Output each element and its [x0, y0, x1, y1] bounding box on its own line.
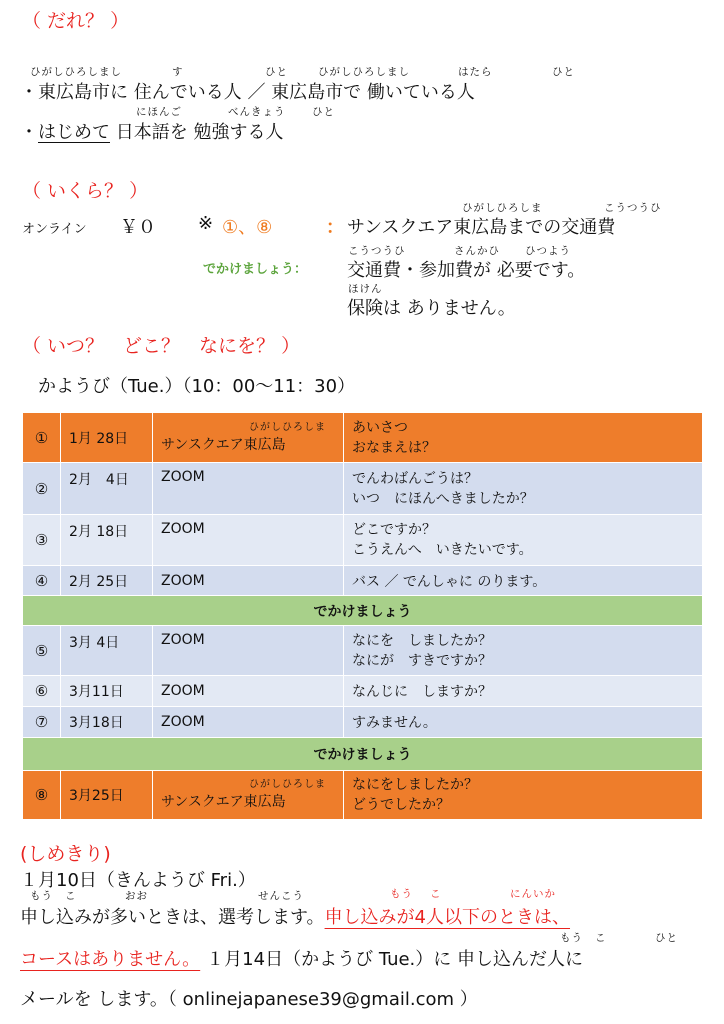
furigana: こうつうひ — [604, 202, 662, 214]
session-place: ZOOM — [153, 463, 344, 515]
session-topic — [344, 413, 703, 463]
outing-label: でかけましょう — [23, 596, 703, 626]
outing-label: でかけましょう： — [203, 262, 308, 277]
session-place: ZOOM — [153, 566, 344, 596]
notify-date: １月14日（かようび Tue.）に 申し込んだ人に — [206, 949, 583, 970]
note-text: サンスクエア東広島までの交通費 — [347, 217, 616, 238]
furigana: こうつうひ — [348, 245, 406, 257]
outing-row — [23, 738, 703, 771]
note-colon: ： — [326, 217, 344, 238]
session-date: 2月 25日 — [61, 566, 153, 596]
when-heading: （ いつ？ どこ？ なにを？ ） — [22, 335, 301, 357]
furigana: ひと — [312, 106, 335, 118]
topic-line: おなまえは？ — [352, 439, 436, 456]
note-sessions: ①、⑧ — [222, 217, 273, 238]
topic-line: いつ にほんへきましたか？ — [352, 490, 534, 507]
furigana: べんきょう — [228, 106, 286, 118]
outing-text: 交通費・参加費が 必要です。 — [347, 260, 586, 281]
furigana: せんこう — [258, 890, 304, 902]
session-number: ④ — [23, 566, 61, 596]
furigana: もう — [30, 890, 53, 902]
table-row — [23, 463, 703, 515]
session-topic — [344, 626, 703, 676]
furigana: こ — [65, 890, 77, 902]
session-topic: なんじに しますか？ — [344, 676, 703, 707]
place-text: サンスクエア東広島 — [161, 436, 286, 453]
furigana: ひつよう — [525, 245, 571, 257]
who-line-2 — [20, 118, 283, 144]
schedule-time: かようび（Tue.）（10：00～11：30） — [38, 376, 356, 397]
online-label: オンライン — [22, 222, 87, 237]
first-time-underlined: はじめて — [38, 122, 110, 143]
session-number: ③ — [23, 515, 61, 566]
furigana: こ — [430, 888, 442, 900]
outing-label: でかけましょう — [23, 738, 703, 771]
session-number: ⑥ — [23, 676, 61, 707]
cancel-condition: 申し込みが4人以下のときは、 — [324, 907, 571, 928]
outing-row — [23, 596, 703, 626]
topic-line: なにが すきですか？ — [352, 652, 492, 669]
session-date: 1月 28日 — [61, 413, 153, 463]
deadline-line-1 — [20, 903, 570, 929]
session-place — [153, 771, 344, 820]
session-number: ⑧ — [23, 771, 61, 820]
table-row — [23, 515, 703, 566]
topic-line: なにをしましたか？ — [352, 777, 478, 793]
session-topic: バス ／ でんしゃに のります。 — [344, 566, 703, 596]
table-row — [23, 626, 703, 676]
session-place — [153, 413, 344, 463]
table-row — [23, 707, 703, 738]
no-course-note: コースはありません。 — [20, 949, 201, 970]
table-row — [23, 676, 703, 707]
furigana: ひと — [265, 66, 288, 78]
session-place: ZOOM — [153, 626, 344, 676]
session-topic — [344, 771, 703, 820]
furigana: ひがしひろしまし — [30, 66, 122, 78]
table-row — [23, 413, 703, 463]
session-place: ZOOM — [153, 515, 344, 566]
furigana: ひと — [655, 932, 678, 944]
furigana: ひがしひろしま — [249, 421, 326, 433]
furigana: ひがしひろしまし — [318, 66, 410, 78]
furigana: す — [172, 66, 184, 78]
furigana: ひと — [552, 66, 575, 78]
session-topic — [344, 463, 703, 515]
furigana: もう — [560, 932, 583, 944]
who-line-2-rest: 日本語を 勉強する人 — [110, 122, 284, 143]
session-date: 3月25日 — [61, 771, 153, 820]
furigana: ひがしひろしま — [462, 202, 543, 214]
furigana: ひがしひろしま — [249, 779, 326, 790]
note-mark: ※ — [198, 213, 214, 234]
furigana: はたら — [458, 66, 493, 78]
furigana: にほんご — [136, 106, 182, 118]
place-text: サンスクエア東広島 — [161, 794, 286, 810]
deadline-date: １月10日（きんようび Fri.） — [20, 870, 256, 891]
session-place: ZOOM — [153, 707, 344, 738]
insurance-text: 保険は ありません。 — [347, 298, 516, 319]
furigana: にんいか — [510, 888, 556, 900]
session-number: ② — [23, 463, 61, 515]
bullet: ・ — [20, 122, 38, 143]
who-heading: （ だれ？ ） — [22, 10, 130, 32]
session-place: ZOOM — [153, 676, 344, 707]
online-price: ￥０ — [120, 217, 156, 238]
session-number: ① — [23, 413, 61, 463]
furigana: ほけん — [348, 283, 383, 295]
furigana: さんかひ — [454, 245, 500, 257]
session-number: ⑤ — [23, 626, 61, 676]
table-row — [23, 566, 703, 596]
session-date: 3月18日 — [61, 707, 153, 738]
session-topic: すみません。 — [344, 707, 703, 738]
topic-line: どこですか？ — [352, 522, 436, 538]
furigana: もう — [390, 888, 413, 900]
session-date: 2月 4日 — [61, 463, 153, 515]
session-date: 2月 18日 — [61, 515, 153, 566]
session-date: 3月11日 — [61, 676, 153, 707]
session-date: 3月 4日 — [61, 626, 153, 676]
who-line-1: ・東広島市に 住んでいる人 ／ 東広島市で 働いている人 — [20, 82, 475, 103]
schedule-table — [22, 412, 703, 820]
table-row — [23, 771, 703, 820]
topic-line: あいさつ — [352, 419, 408, 436]
session-topic — [344, 515, 703, 566]
session-number: ⑦ — [23, 707, 61, 738]
contact-line: メールを します。（ onlinejapanese39@gmail.com ） — [20, 989, 478, 1010]
deadline-line-2 — [20, 945, 583, 971]
topic-line: でんわばんごうは？ — [352, 470, 478, 487]
topic-line: どうでしたか？ — [352, 797, 450, 813]
furigana: こ — [595, 932, 607, 944]
cost-heading: （ いくら？ ） — [22, 180, 149, 202]
selection-note: 申し込みが多いときは、選考します。 — [20, 907, 325, 928]
furigana: おお — [125, 890, 148, 902]
deadline-heading: (しめきり) — [20, 843, 111, 865]
topic-line: こうえんへ いきたいです。 — [352, 542, 533, 558]
topic-line: なにを しましたか？ — [352, 632, 492, 649]
